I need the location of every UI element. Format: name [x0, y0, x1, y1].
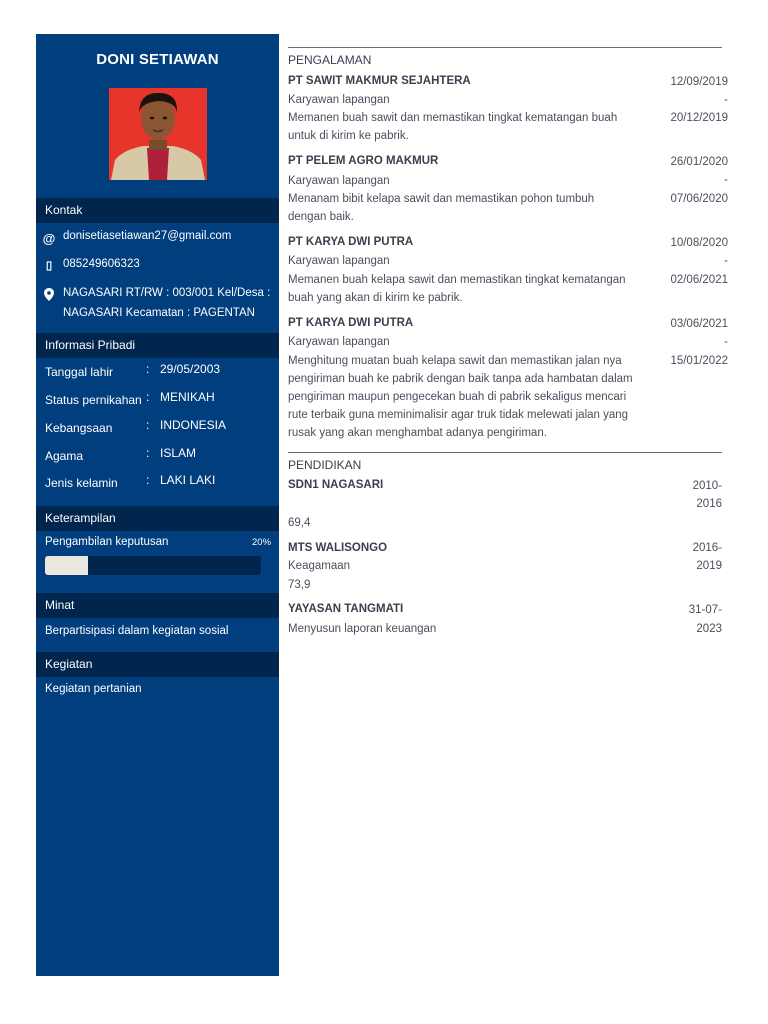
- interests-text: Berpartisipasi dalam kegiatan sosial: [45, 625, 229, 637]
- skill-name: Pengambilan keputusan: [45, 536, 169, 548]
- date-separator: -: [724, 255, 728, 267]
- experience-role: Karyawan lapangan: [288, 94, 390, 106]
- experience-end-date: 02/06/2021: [670, 274, 728, 286]
- candidate-name: DONI SETIAWAN: [96, 51, 219, 68]
- education-school: YAYASAN TANGMATI: [288, 603, 404, 615]
- nationality-value: INDONESIA: [160, 418, 227, 432]
- experience-desc-line: rusak yang akan menghambat adanya pengiriman.: [288, 427, 547, 439]
- contact-email[interactable]: donisetiasetiawan27@gmail.com: [63, 230, 232, 242]
- email-icon: @: [42, 231, 56, 246]
- marital-status-label: Status pernikahan: [45, 393, 142, 407]
- contact-phone[interactable]: 085249606323: [63, 258, 140, 270]
- skill-progress-fill: [45, 556, 88, 575]
- experience-start-date: 12/09/2019: [670, 76, 728, 88]
- activities-heading: Kegiatan: [36, 652, 279, 677]
- info-colon: :: [146, 418, 150, 432]
- marital-status-value: MENIKAH: [160, 390, 215, 404]
- main-content: [288, 0, 728, 1024]
- education-end-year: 2023: [696, 623, 722, 635]
- experience-desc-line: untuk di kirim ke pabrik.: [288, 130, 409, 142]
- date-separator: -: [724, 174, 728, 186]
- skills-heading: Keterampilan: [36, 506, 279, 531]
- experience-desc-line: buah yang akan di kirim ke pabrik.: [288, 292, 463, 304]
- experience-company: PT PELEM AGRO MAKMUR: [288, 155, 439, 167]
- gender-value: LAKI LAKI: [160, 473, 216, 487]
- date-separator: -: [724, 94, 728, 106]
- info-colon: :: [146, 446, 150, 460]
- experience-company: PT KARYA DWI PUTRA: [288, 317, 414, 329]
- contact-address-line1: NAGASARI RT/RW : 003/001 Kel/Desa :: [63, 287, 271, 299]
- experience-role: Karyawan lapangan: [288, 175, 390, 187]
- education-end-year: 2019: [696, 560, 722, 572]
- religion-label: Agama: [45, 449, 84, 463]
- education-end-year: 2016: [696, 498, 722, 510]
- experience-start-date: 03/06/2021: [670, 318, 728, 330]
- experience-role: Karyawan lapangan: [288, 255, 390, 267]
- info-colon: :: [146, 390, 150, 404]
- sidebar: [36, 34, 279, 976]
- experience-desc-line: Menghitung muatan buah kelapa sawit dan memastikan jalan nya: [288, 355, 622, 367]
- education-school: MTS WALISONGO: [288, 542, 388, 554]
- experience-desc-line: Memanen buah sawit dan memastikan tingkat kematangan buah: [288, 112, 618, 124]
- section-divider: [288, 47, 722, 48]
- contact-address-line2: NAGASARI Kecamatan : PAGENTAN: [63, 307, 255, 319]
- experience-heading: PENGALAMAN: [288, 53, 372, 67]
- skill-percent: 20%: [252, 537, 272, 548]
- skill-progress-track: [45, 556, 261, 575]
- gender-label: Jenis kelamin: [45, 476, 118, 490]
- experience-role: Karyawan lapangan: [288, 336, 390, 348]
- info-colon: :: [146, 473, 150, 487]
- nationality-label: Kebangsaan: [45, 421, 113, 435]
- activities-text: Kegiatan pertanian: [45, 683, 142, 695]
- experience-desc-line: rute terbaik guna meminimalisir agar truk tidak melewati jalan yang: [288, 409, 629, 421]
- education-start-year: 2010-: [692, 480, 722, 492]
- experience-company: PT KARYA DWI PUTRA: [288, 236, 414, 248]
- education-start-date: 31-07-: [688, 604, 722, 616]
- experience-desc-line: dengan baik.: [288, 211, 354, 223]
- section-divider: [288, 452, 722, 453]
- experience-end-date: 15/01/2022: [670, 355, 728, 367]
- experience-desc-line: Menanam bibit kelapa sawit dan memastikan pohon tumbuh: [288, 193, 595, 205]
- experience-desc-line: pengiriman buah ke pabrik dengan baik tanpa ada hambatan dalam: [288, 373, 633, 385]
- education-major: Menyusun laporan keuangan: [288, 623, 437, 635]
- education-score: 73,9: [288, 579, 311, 591]
- experience-start-date: 26/01/2020: [670, 156, 728, 168]
- experience-company: PT SAWIT MAKMUR SEJAHTERA: [288, 75, 471, 87]
- experience-start-date: 10/08/2020: [670, 237, 728, 249]
- location-icon: [42, 288, 56, 306]
- experience-desc-line: Memanen buah kelapa sawit dan memastikan tingkat kematangan: [288, 274, 626, 286]
- interests-heading: Minat: [36, 593, 279, 618]
- birthdate-value: 29/05/2003: [160, 362, 221, 376]
- education-score: 69,4: [288, 517, 311, 529]
- experience-end-date: 07/06/2020: [670, 193, 728, 205]
- info-colon: :: [146, 362, 150, 376]
- experience-end-date: 20/12/2019: [670, 112, 728, 124]
- education-major: Keagamaan: [288, 560, 351, 572]
- phone-icon: ▯: [45, 260, 53, 272]
- date-separator: -: [724, 336, 728, 348]
- education-start-year: 2016-: [692, 542, 722, 554]
- education-heading: PENDIDIKAN: [288, 458, 362, 472]
- education-school: SDN1 NAGASARI: [288, 479, 384, 491]
- birthdate-label: Tanggal lahir: [45, 365, 114, 379]
- religion-value: ISLAM: [160, 446, 197, 460]
- experience-desc-line: pengiriman maupun pengecekan buah di pabrik sekaligus mencari: [288, 391, 627, 403]
- profile-photo: [109, 88, 207, 180]
- contact-heading: Kontak: [36, 198, 279, 223]
- personal-info-heading: Informasi Pribadi: [36, 333, 279, 358]
